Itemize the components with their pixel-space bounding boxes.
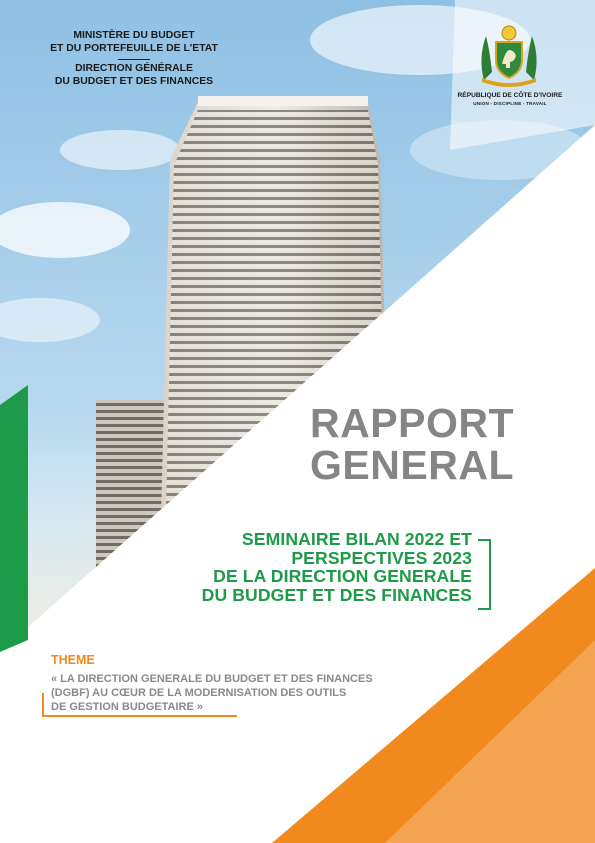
- direction-line: DU BUDGET ET DES FINANCES: [54, 75, 214, 87]
- coat-of-arms-icon: [476, 22, 542, 88]
- ministry-header: [36, 30, 232, 89]
- theme-label: THEME: [51, 653, 95, 667]
- green-accent-bar: [0, 385, 28, 652]
- country-name: RÉPUBLIQUE DE CÔTE D'IVOIRE: [457, 92, 563, 99]
- subtitle-line: DE LA DIRECTION GENERALE: [213, 566, 472, 587]
- cloud: [60, 130, 180, 170]
- ministry-line: ET DU PORTEFEUILLE DE L'ETAT: [50, 42, 218, 54]
- republic-label: [430, 92, 590, 109]
- direction-line: DIRECTION GÉNÉRALE: [75, 63, 193, 75]
- theme-line: DE GESTION BUDGETAIRE »: [51, 701, 203, 713]
- subtitle-bracket: [478, 539, 491, 610]
- theme-line: (DGBF) AU CŒUR DE LA MODERNISATION DES OUTILS: [51, 687, 347, 699]
- title-line: GENERAL: [310, 442, 514, 488]
- seminar-subtitle: [120, 530, 472, 604]
- subtitle-line: PERSPECTIVES 2023: [291, 547, 472, 568]
- theme-text: [51, 672, 451, 714]
- national-motto: UNION - DISCIPLINE - TRAVAIL: [473, 101, 547, 107]
- header-divider: [118, 59, 150, 61]
- subtitle-line: DU BUDGET ET DES FINANCES: [201, 584, 472, 605]
- report-title: [270, 402, 514, 486]
- theme-line: « LA DIRECTION GENERALE DU BUDGET ET DES FINANCES: [51, 673, 373, 685]
- subtitle-line: SEMINAIRE BILAN 2022 ET: [241, 529, 472, 549]
- title-line: RAPPORT: [310, 400, 514, 446]
- ministry-line: MINISTÈRE DU BUDGET: [73, 30, 195, 41]
